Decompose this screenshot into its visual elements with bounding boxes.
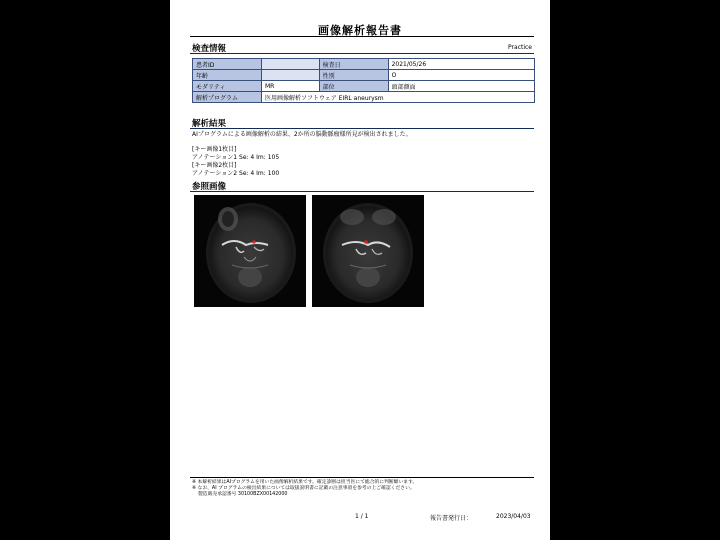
aneurysm-marker bbox=[364, 240, 368, 244]
title-divider bbox=[190, 36, 534, 37]
body-part-label: 部位 bbox=[319, 81, 388, 92]
exam-date-value: 2021/05/26 bbox=[388, 59, 534, 70]
program-value: 医用画像解析ソフトウェア EIRL aneurysm bbox=[262, 92, 535, 103]
program-label: 解析プログラム bbox=[193, 92, 262, 103]
page-number: 1 / 1 bbox=[355, 513, 369, 520]
results-heading: 解析結果 bbox=[192, 119, 227, 129]
reference-divider bbox=[190, 191, 534, 192]
table-row bbox=[193, 70, 535, 81]
brain-mra-axial-slice-icon bbox=[312, 195, 424, 307]
exam-info-divider bbox=[190, 53, 534, 54]
disclaimer-note-1: ※ 本解析結果はAIプログラムを用いた画像解析結果です。確定診断は担当医にて総合的に判断願います。 bbox=[192, 480, 418, 485]
age-value bbox=[262, 70, 320, 81]
notes-divider bbox=[190, 477, 534, 478]
reference-heading: 参照画像 bbox=[192, 182, 227, 192]
brain-mra-axial-slice-icon bbox=[194, 195, 306, 307]
body-part-value: 頭部顔面 bbox=[388, 81, 534, 92]
issue-date-label: 報告書発行日： bbox=[430, 515, 473, 522]
exam-date-label: 検査日 bbox=[319, 59, 388, 70]
patient-id-value bbox=[262, 59, 320, 70]
key-image-2-header: [キー画像2枚目] bbox=[192, 162, 237, 169]
key-image-2-annotation: アノテーション2 Se: 4 Im: 100 bbox=[192, 170, 280, 177]
exam-info-heading: 検査情報 bbox=[192, 44, 227, 54]
age-label: 年齢 bbox=[193, 70, 262, 81]
exam-info-table bbox=[192, 58, 535, 103]
sex-value: O bbox=[388, 70, 534, 81]
table-row bbox=[193, 81, 535, 92]
table-row bbox=[193, 92, 535, 103]
aneurysm-marker bbox=[252, 240, 255, 243]
patient-id-label: 患者ID bbox=[193, 59, 262, 70]
table-row bbox=[193, 59, 535, 70]
approval-number: 製造販売承認番号 30100BZX00142000 bbox=[198, 492, 288, 497]
key-image-1[interactable] bbox=[194, 195, 306, 307]
report-title: 画像解析報告書 bbox=[318, 24, 402, 37]
practice-label: Practice bbox=[508, 44, 532, 51]
issue-date-value: 2023/04/03 bbox=[496, 513, 531, 520]
key-image-1-header: [キー画像1枚目] bbox=[192, 146, 237, 153]
report-page bbox=[170, 0, 550, 540]
sex-label: 性別 bbox=[319, 70, 388, 81]
results-summary: AIプログラムによる画像解析の結果、2か所の脳動脈瘤様所見が検出されました。 bbox=[192, 131, 412, 138]
key-image-1-annotation: アノテーション1 Se: 4 Im: 105 bbox=[192, 154, 280, 161]
modality-value: MR bbox=[262, 81, 320, 92]
key-image-2[interactable] bbox=[312, 195, 424, 307]
disclaimer-note-2: ※ なお、AI プログラムの検出結果については取扱説明書に記載の注意事項を参考の上ご確認ください。 bbox=[192, 486, 415, 491]
results-divider bbox=[190, 128, 534, 129]
modality-label: モダリティ bbox=[193, 81, 262, 92]
